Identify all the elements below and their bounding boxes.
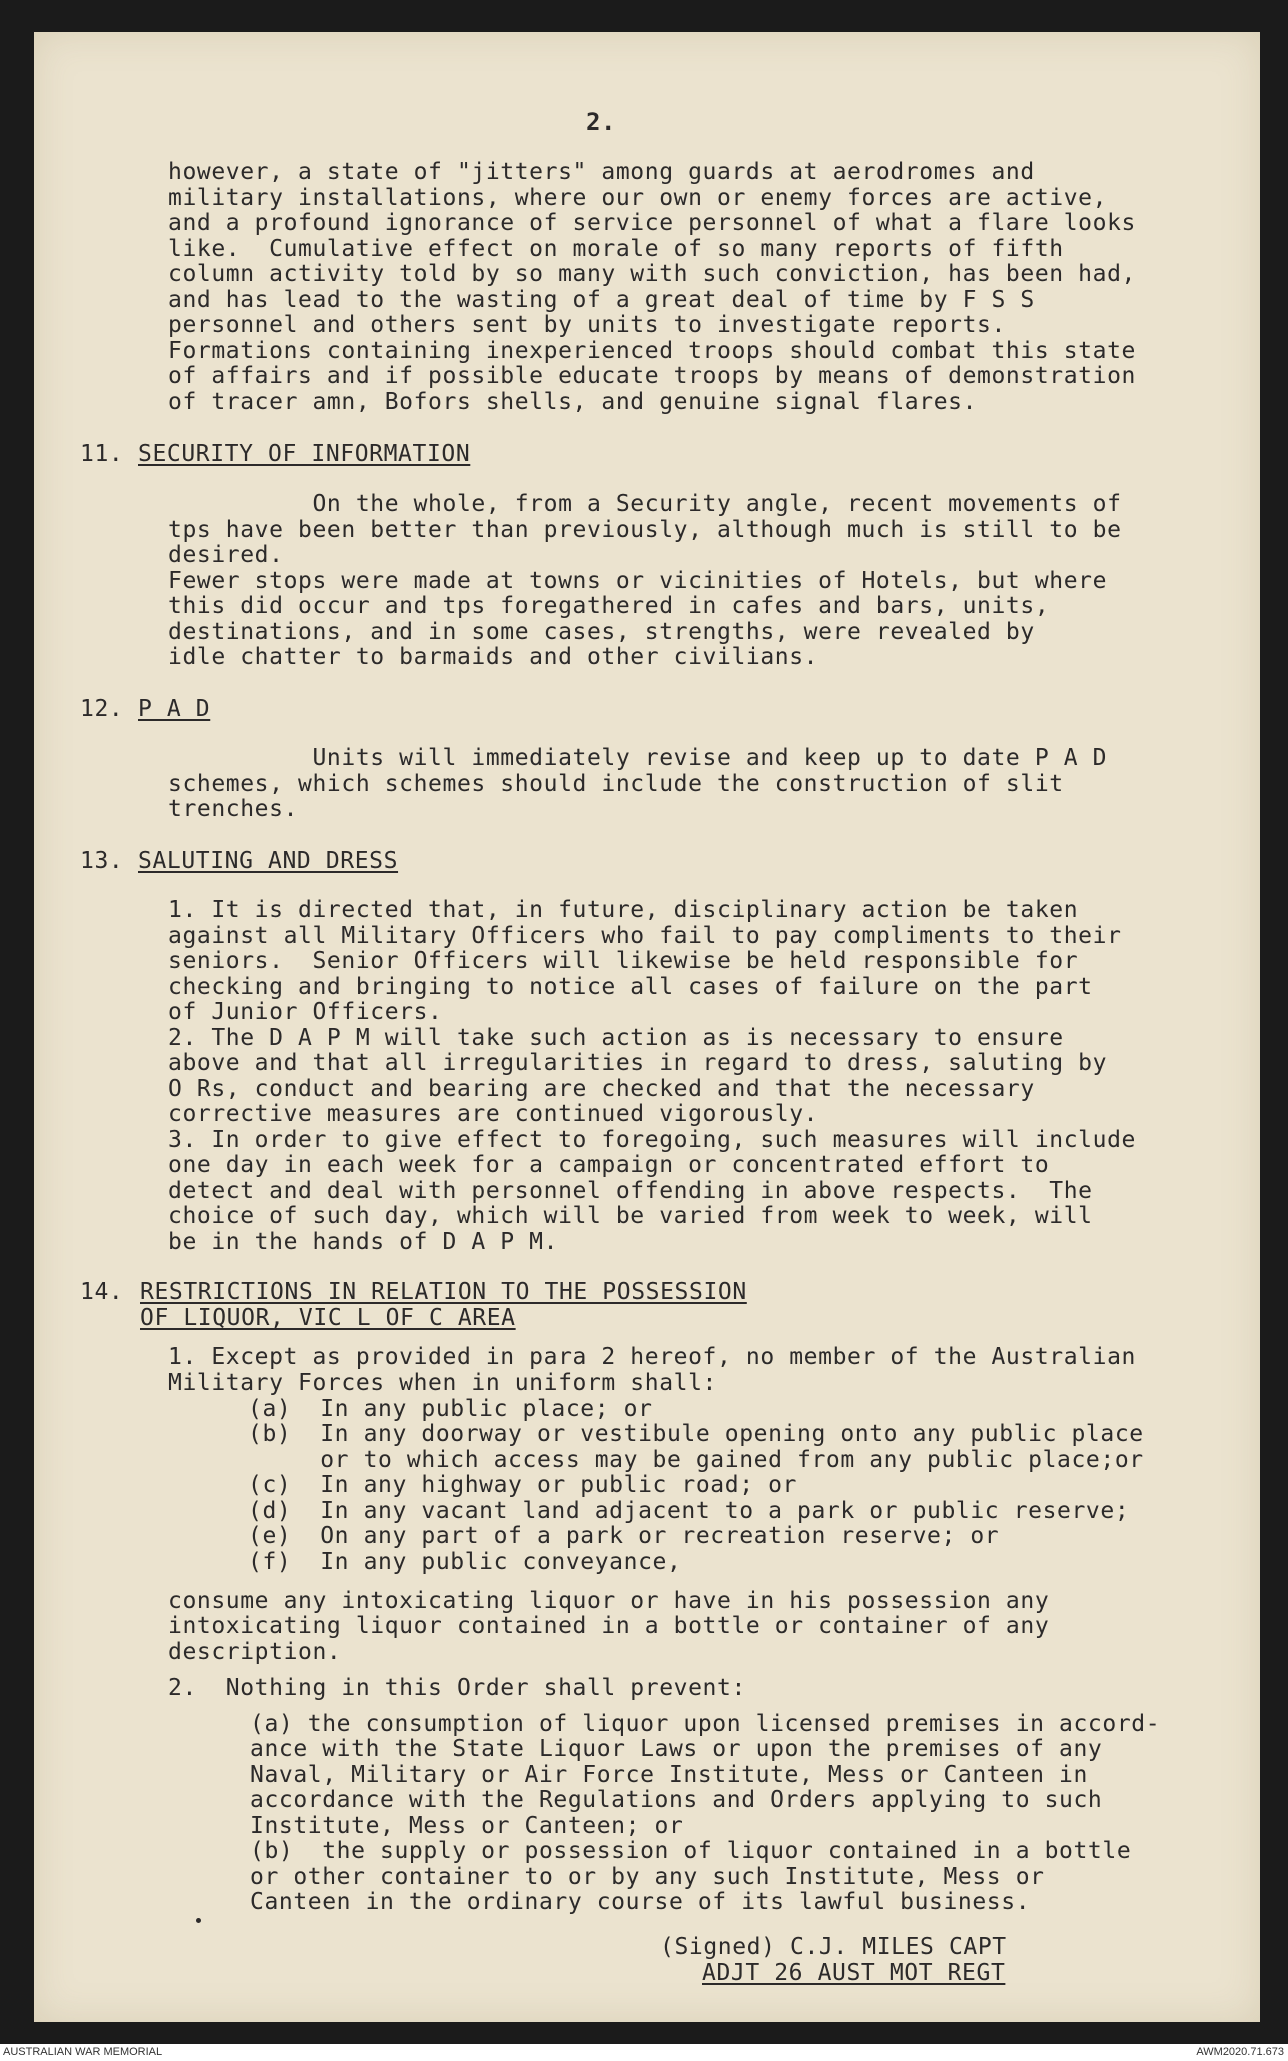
- text-line: corrective measures are continued vigorously.: [168, 1101, 819, 1127]
- text-line: choice of such day, which will be varied from week to week, will: [168, 1203, 1093, 1229]
- list-item: (a) In any public place; or: [248, 1396, 653, 1422]
- text-line: column activity told by so many with such conviction, has been had,: [168, 261, 1136, 287]
- text-line: Canteen in the ordinary course of its lawful business.: [250, 1889, 1031, 1915]
- text-line: accordance with the Regulations and Orders applying to such: [250, 1787, 1103, 1813]
- text-line: however, a state of "jitters" among guards at aerodromes and: [168, 159, 1035, 185]
- text-line: detect and deal with personnel offending in above respects. The: [168, 1178, 1093, 1204]
- text-line: of tracer amn, Bofors shells, and genuine signal flares.: [168, 389, 978, 415]
- archive-footer: [0, 2044, 1288, 2061]
- text-line: 1. It is directed that, in future, disciplinary action be taken: [168, 897, 1079, 923]
- text-line: ance with the State Liquor Laws or upon the premises of any: [250, 1736, 1103, 1762]
- text-line: 2. The D A P M will take such action as is necessary to ensure: [168, 1025, 1064, 1051]
- text-line: be in the hands of D A P M.: [168, 1229, 559, 1255]
- section-number: 13.: [80, 848, 124, 874]
- text-line: On the whole, from a Security angle, recent movements of: [168, 491, 1122, 517]
- section-heading: OF LIQUOR, VIC L OF C AREA: [140, 1305, 516, 1331]
- text-line: Naval, Military or Air Force Institute, Mess or Canteen in: [250, 1762, 1088, 1788]
- text-line: seniors. Senior Officers will likewise be held responsible for: [168, 948, 1079, 974]
- text-line: O Rs, conduct and bearing are checked and that the necessary: [168, 1076, 1035, 1102]
- text-line: of affairs and if possible educate troops by means of demonstration: [168, 363, 1136, 389]
- text-line: description.: [168, 1639, 342, 1665]
- list-item: (d) In any vacant land adjacent to a park or public reserve;: [248, 1498, 1130, 1524]
- section-heading: RESTRICTIONS IN RELATION TO THE POSSESSION: [140, 1279, 747, 1305]
- footer-left: AUSTRALIAN WAR MEMORIAL: [3, 2046, 163, 2058]
- text-line: or other container to or by any such Institute, Mess or: [250, 1864, 1045, 1890]
- text-line: 3. In order to give effect to foregoing, such measures will include: [168, 1127, 1136, 1153]
- text-line: of Junior Officers.: [168, 999, 443, 1025]
- signature-title: ADJT 26 AUST MOT REGT: [702, 1960, 1006, 1986]
- text-line: 2. Nothing in this Order shall prevent:: [168, 1675, 746, 1701]
- list-item: (f) In any public conveyance,: [248, 1549, 682, 1575]
- text-line: Institute, Mess or Canteen; or: [250, 1813, 684, 1839]
- list-item: (c) In any highway or public road; or: [248, 1472, 797, 1498]
- text-line: (b) the supply or possession of liquor contained in a bottle: [250, 1838, 1132, 1864]
- text-line: like. Cumulative effect on morale of so many reports of fifth: [168, 236, 1064, 262]
- text-line: Military Forces when in uniform shall:: [168, 1370, 717, 1396]
- text-line: and has lead to the wasting of a great deal of time by F S S: [168, 287, 1035, 313]
- ink-dot: [196, 1918, 201, 1923]
- text-line: (a) the consumption of liquor upon licensed premises in accord-: [250, 1711, 1161, 1737]
- text-line: one day in each week for a campaign or concentrated effort to: [168, 1152, 1050, 1178]
- footer-right: AWM2020.71.673: [1196, 2046, 1284, 2058]
- section-number: 11.: [80, 441, 124, 467]
- text-line: trenches.: [168, 796, 299, 822]
- text-line: destinations, and in some cases, strengths, were revealed by: [168, 619, 1035, 645]
- text-line: intoxicating liquor contained in a bottle or container of any: [168, 1613, 1050, 1639]
- text-line: Formations containing inexperienced troops should combat this state: [168, 338, 1136, 364]
- text-line: this did occur and tps foregathered in cafes and bars, units,: [168, 593, 1050, 619]
- section-number: 14.: [80, 1279, 124, 1305]
- text-line: checking and bringing to notice all cases of failure on the part: [168, 974, 1093, 1000]
- text-line: against all Military Officers who fail to pay compliments to their: [168, 923, 1122, 949]
- text-line: tps have been better than previously, although much is still to be: [168, 517, 1122, 543]
- section-heading: P A D: [138, 696, 211, 722]
- text-line: and a profound ignorance of service personnel of what a flare looks: [168, 210, 1136, 236]
- text-line: personnel and others sent by units to investigate reports.: [168, 312, 1006, 338]
- list-item: (e) On any part of a park or recreation reserve; or: [248, 1523, 1000, 1549]
- text-line: Units will immediately revise and keep up to date P A D: [168, 745, 1108, 771]
- text-line: schemes, which schemes should include the construction of slit: [168, 771, 1064, 797]
- signature-signed: (Signed) C.J. MILES CAPT: [660, 1934, 1007, 1960]
- text-line: Fewer stops were made at towns or vicinities of Hotels, but where: [168, 568, 1108, 594]
- section-heading: SECURITY OF INFORMATION: [138, 441, 471, 467]
- text-line: desired.: [168, 542, 284, 568]
- list-item: or to which access may be gained from any public place;or: [248, 1447, 1144, 1473]
- text-line: above and that all irregularities in regard to dress, saluting by: [168, 1050, 1108, 1076]
- section-heading: SALUTING AND DRESS: [138, 848, 399, 874]
- text-line: military installations, where our own or enemy forces are active,: [168, 185, 1108, 211]
- section-number: 12.: [80, 696, 124, 722]
- text-line: consume any intoxicating liquor or have in his possession any: [168, 1588, 1050, 1614]
- text-line: idle chatter to barmaids and other civilians.: [168, 644, 819, 670]
- page-number: 2.: [586, 108, 617, 136]
- list-item: (b) In any doorway or vestibule opening onto any public place: [248, 1421, 1144, 1447]
- text-line: 1. Except as provided in para 2 hereof, no member of the Australian: [168, 1344, 1136, 1370]
